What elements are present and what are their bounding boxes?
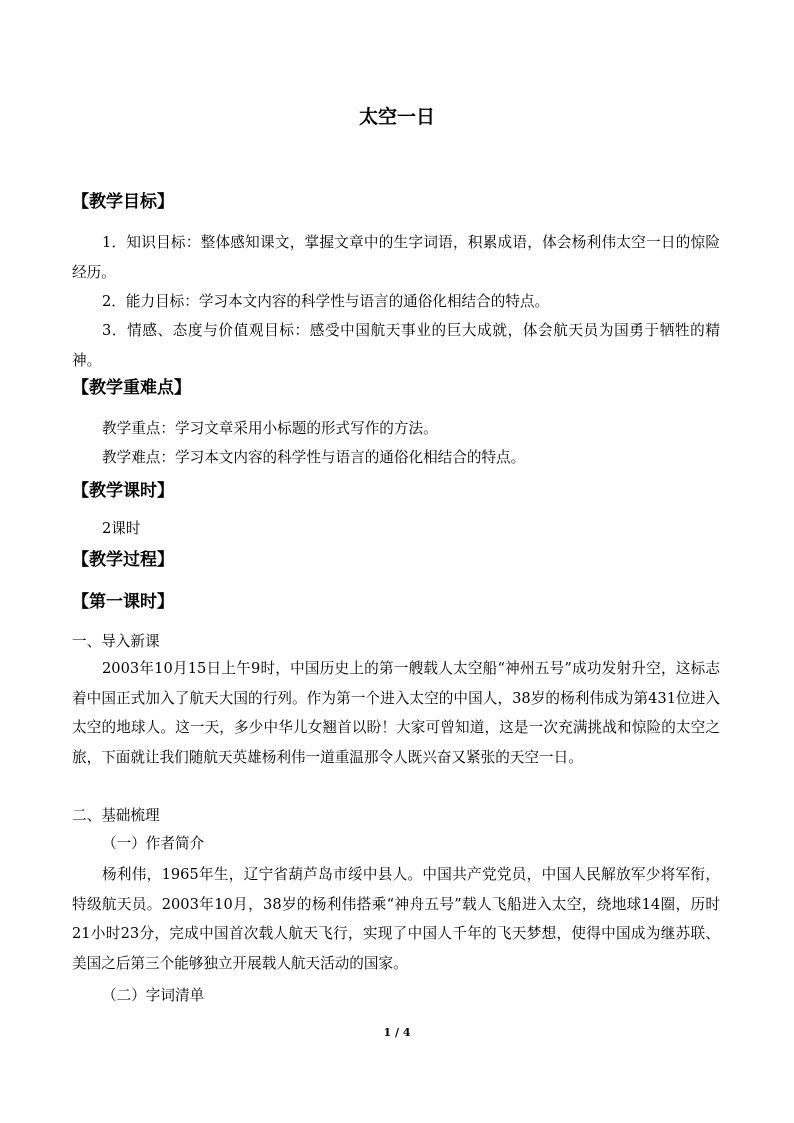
section-heading-hours: 【教学课时】 bbox=[72, 481, 174, 501]
page-title: 太空一日 bbox=[358, 106, 435, 128]
section-heading-objectives: 【教学目标】 bbox=[72, 192, 174, 212]
sub1-text: 杨利伟，1965年生，辽宁省葫芦岛市绥中县人。中国共产党党员，中国人民解放军少将军衔，特级航天员。2003年10月，38岁的杨利伟搭乘“神舟五号”载人飞船进入太空，绕地球14圈，历时21小时23分，完成中国首次载人航天飞行，实现了中国人千年的飞天梦想，使得中国成为继苏联、美国之后第三个能够独立开展载人航天活动的国家。 bbox=[72, 866, 720, 972]
part2-title: 二、基础梳理 bbox=[72, 807, 160, 824]
section-heading-process: 【教学过程】 bbox=[72, 550, 174, 570]
hours-value: 2课时 bbox=[102, 520, 141, 537]
part1-text: 2003年10月15日上午9时，中国历史上的第一艘载人太空船“神州五号”成功发射升空，这标志着中国正式加入了航天大国的行列。作为第一个进入太空的中国人，38岁的杨利伟成为第431位进入太空的地球人。这一天，多少中华儿女翘首以盼！大家可曾知道，这是一次充满挑战和惊险的太空之旅，下面就让我们随航天英雄杨利伟一道重温那令人既兴奋又紧张的天空一日。 bbox=[72, 660, 720, 766]
key-point-item-1: 教学重点：学习文章采用小标题的形式写作的方法。 bbox=[102, 420, 438, 437]
objective-item-3: 3．情感、态度与价值观目标：感受中国航天事业的巨大成就，体会航天员为国勇于牺牲的精神。 bbox=[72, 322, 720, 369]
sub2-title: （二）字词清单 bbox=[102, 987, 205, 1004]
objective-item-2: 2．能力目标：学习本文内容的科学性与语言的通俗化相结合的特点。 bbox=[102, 293, 550, 310]
key-point-item-2: 教学难点：学习本文内容的科学性与语言的通俗化相结合的特点。 bbox=[102, 449, 526, 466]
page-indicator: 1 / 4 bbox=[383, 1026, 411, 1039]
section-heading-first-lesson: 【第一课时】 bbox=[72, 592, 174, 612]
objective-item-1: 1．知识目标：整体感知课文，掌握文章中的生字词语，积累成语，体会杨利伟太空一日的惊险经历。 bbox=[72, 234, 720, 281]
section-heading-key-points: 【教学重难点】 bbox=[72, 378, 191, 398]
part1-title: 一、导入新课 bbox=[72, 633, 160, 650]
sub1-title: （一）作者简介 bbox=[102, 835, 205, 852]
